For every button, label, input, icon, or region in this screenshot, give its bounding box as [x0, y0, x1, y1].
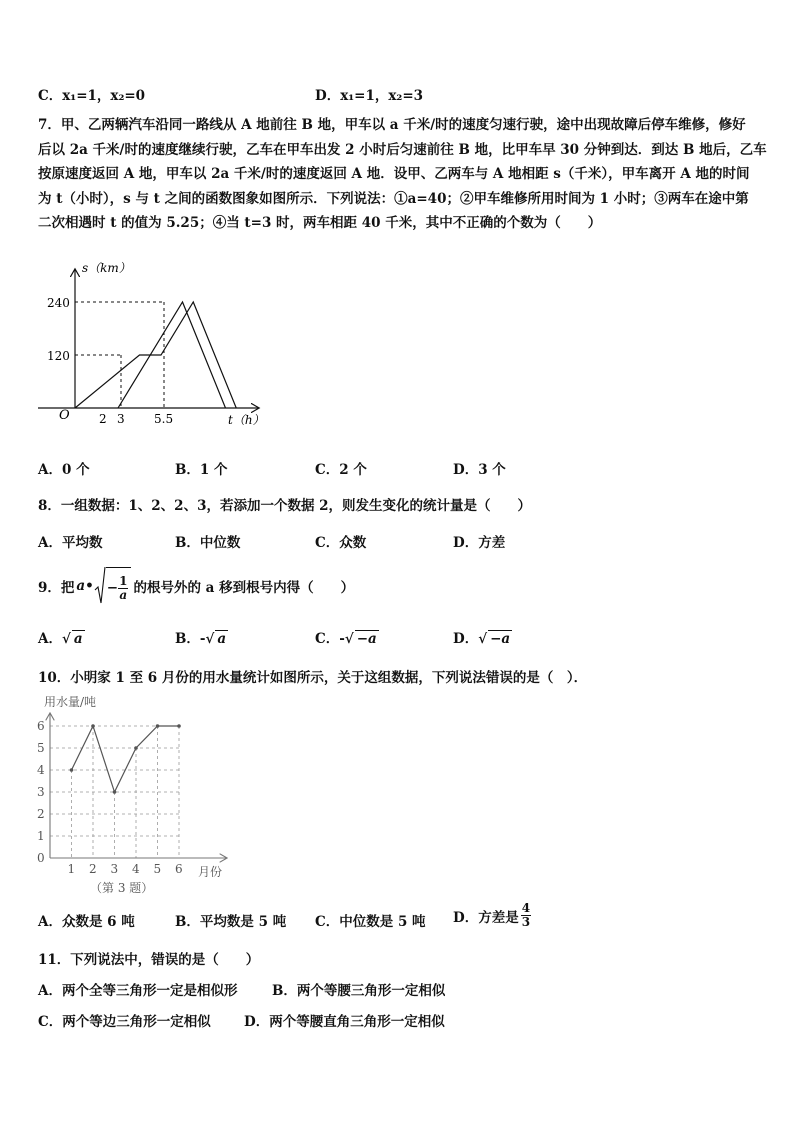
q7-series-line-2: [118, 302, 226, 408]
q9-option-c: [315, 627, 379, 647]
q8-option-d: D．方差: [453, 535, 506, 551]
q8-option-a: A．平均数: [38, 535, 103, 551]
q7-option-c: C．2 个: [315, 462, 367, 478]
q10-x-tick-1: 1: [67, 862, 76, 876]
q10-variance-den: 3: [521, 915, 531, 929]
q7-x-tick-3: 3: [117, 412, 125, 426]
q11-option-c: C．两个等边三角形一定相似: [38, 1014, 211, 1030]
q8-stem: 8．一组数据：1、2、2、3，若添加一个数据 2，则发生变化的统计量是（ ）: [38, 498, 532, 514]
q9-option-c-expr: −a: [356, 631, 377, 647]
q9-a: a: [76, 578, 86, 594]
q10-x-tick-6: 6: [175, 862, 183, 876]
q7-line-4: 为 t（小时），s 与 t 之间的函数图象如图所示．下列说法：①a=40；②甲车维修所用时间为 1 小时；③两车在途中第: [38, 190, 749, 207]
q10-y-tick-2: 2: [37, 807, 45, 821]
q7-line-3: 按原速度返回 A 地，甲车以 2a 千米/时的速度返回 A 地．设甲、乙两车与 A 地相距 s（千米），甲车离开 A 地的时间: [38, 166, 750, 183]
q10-y-tick-6: 6: [37, 719, 45, 733]
q10-variance-num: 4: [521, 901, 531, 915]
q10-y-tick-4: 4: [37, 763, 45, 777]
q9-option-c-label: C．-: [315, 631, 345, 647]
q11-option-a: A．两个全等三角形一定是相似形: [38, 983, 238, 999]
q7-line-2: 后以 2a 千米/时的速度继续行驶，乙车在甲车出发 2 小时后匀速前往 B 地，比甲车早 30 分钟到达．到达 B 地后，乙车: [38, 141, 767, 158]
q10-point-1: [70, 768, 74, 772]
q9-frac-den: a: [119, 587, 128, 602]
q10-point-6: [177, 724, 181, 728]
q11-option-d: D．两个等腰直角三角形一定相似: [244, 1014, 445, 1030]
q7-origin-label: O: [59, 408, 70, 423]
radical-icon: √: [478, 631, 488, 647]
q10-point-3: [113, 790, 117, 794]
q7-y-axis-label: s（km）: [82, 261, 131, 275]
q8-option-b: B．中位数: [175, 535, 241, 551]
q11-stem: 11．下列说法中，错误的是（ ）: [38, 952, 260, 968]
radical-icon: √: [344, 631, 354, 647]
q9-option-a-expr: a: [73, 631, 83, 647]
q9-option-d: [453, 627, 512, 647]
q10-series-group: [70, 724, 181, 794]
q7-line-1: 7．甲、乙两辆汽车沿同一路线从 A 地前往 B 地，甲车以 a 千米/时的速度匀速行驶，途中出现故障后停车维修，修好: [38, 117, 746, 133]
q10-x-tick-3: 3: [110, 862, 119, 876]
q9-option-d-label: D．: [453, 631, 479, 647]
q10-y-tick-5: 5: [37, 741, 45, 755]
q10-variance-fraction: [521, 902, 531, 929]
q10-point-2: [91, 724, 95, 728]
q10-option-d-label: D．方差是: [453, 909, 519, 926]
q9-option-d-expr: −a: [490, 631, 511, 647]
radical-icon: [94, 566, 106, 606]
q10-chart-caption: （第 3 题）: [90, 881, 154, 895]
q9-minus: −: [106, 580, 119, 596]
q10-y-axis-label: 用水量/吨: [44, 695, 97, 709]
q9-radicand: [106, 567, 132, 606]
q10-x-axis-label: 月份: [198, 865, 223, 879]
q7-y-tick-120: 120: [47, 349, 70, 363]
q10-y-ticks: [37, 719, 45, 865]
q10-point-5: [156, 724, 160, 728]
q9-option-b-expr: a: [217, 631, 227, 647]
q9-option-a-label: A．: [38, 631, 62, 647]
q7-line-5: 二次相遇时 t 的值为 5.25；④当 t=3 时，两车相距 40 千米，其中不正确的个数为（ ）: [38, 215, 602, 232]
q10-option-c: C．中位数是 5 吨: [315, 914, 426, 930]
q6-option-c: C．x₁=1，x₂=0: [38, 88, 146, 104]
q10-series-line: [72, 726, 180, 792]
q7-option-a: A．0 个: [38, 462, 90, 478]
q6-option-d: D．x₁=1，x₂=3: [315, 88, 424, 104]
q8-option-c: C．众数: [315, 535, 367, 551]
q9-fraction: [118, 575, 128, 602]
radical-icon: √: [61, 631, 71, 647]
q7-x-axis-label: t（h）: [228, 413, 265, 427]
q10-y-tick-1: 1: [37, 829, 45, 843]
q7-option-d: D．3 个: [453, 462, 506, 478]
q9-option-a: [38, 627, 85, 647]
q10-point-4: [134, 746, 138, 750]
radical-icon: √: [205, 631, 215, 647]
q10-option-b: B．平均数是 5 吨: [175, 914, 287, 930]
q9-dot: •: [85, 578, 94, 594]
q7-x-tick-5_5: 5.5: [154, 412, 174, 426]
q9-prefix: 9．把: [38, 580, 75, 596]
q10-x-tick-2: 2: [89, 862, 97, 876]
q10-water-usage-chart: [30, 688, 240, 898]
q10-x-ticks: [68, 862, 183, 876]
q10-x-tick-5: 5: [153, 862, 162, 876]
q10-option-a: A．众数是 6 吨: [38, 914, 135, 930]
q10-x-tick-4: 4: [132, 862, 140, 876]
q7-option-b: B．1 个: [175, 462, 228, 478]
q10-y-tick-3: 3: [37, 785, 45, 799]
q9-option-b-label: B．-: [175, 631, 206, 647]
q7-distance-time-chart: [30, 258, 280, 448]
q11-option-b: B．两个等腰三角形一定相似: [272, 983, 446, 999]
q9-stem: [38, 566, 354, 606]
q9-option-b: [175, 627, 228, 647]
q9-suffix: 的根号外的 a 移到根号内得（ ）: [133, 580, 355, 596]
q7-x-tick-2: 2: [99, 412, 107, 426]
q10-stem: 10．小明家 1 至 6 月份的用水量统计如图所示，关于这组数据，下列说法错误的是（ ）．: [38, 670, 588, 686]
q9-frac-num: 1: [119, 573, 128, 588]
q7-stem: [38, 113, 767, 236]
q7-y-tick-240: 240: [47, 296, 70, 310]
q10-y-tick-0: 0: [37, 851, 45, 865]
q10-option-d: [453, 902, 531, 929]
